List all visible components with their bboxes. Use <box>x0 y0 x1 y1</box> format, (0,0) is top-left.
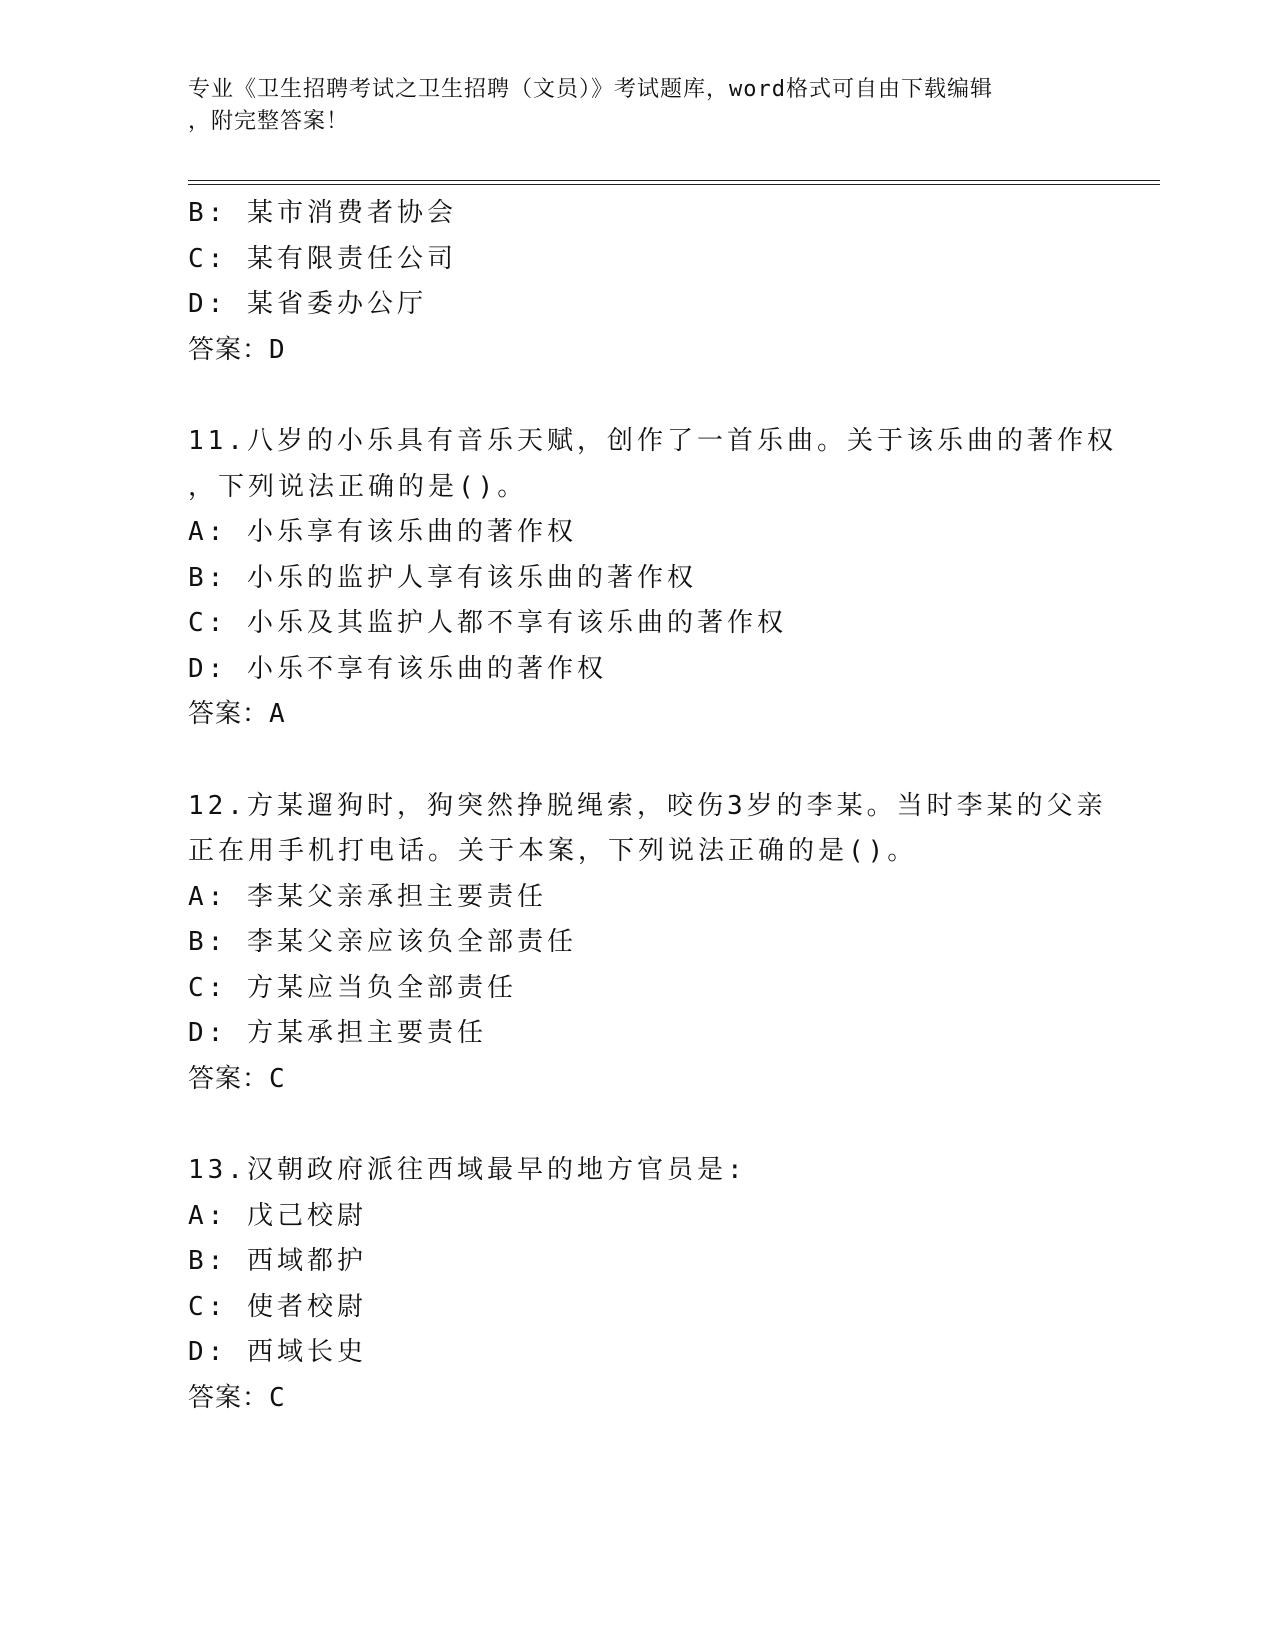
option-a: A: 小乐享有该乐曲的著作权 <box>188 517 577 547</box>
header-divider <box>188 180 1160 185</box>
option-d: D: 小乐不享有该乐曲的著作权 <box>188 653 607 684</box>
answer-label: 答案： <box>188 1063 270 1094</box>
answer-label: 答案： <box>188 334 270 365</box>
question-stem-line: 正在用手机打电话。关于本案，下列说法正确的是()。 <box>188 836 918 866</box>
option-d: D: 西域长史 <box>188 1337 367 1367</box>
page-header <box>188 74 1068 138</box>
header-line-2: ，附完整答案！ <box>188 109 350 134</box>
option-d: D: 某省委办公厅 <box>188 289 427 319</box>
option-a: A: 戊己校尉 <box>188 1200 367 1231</box>
spacer <box>188 1102 1088 1148</box>
document-body <box>188 191 1117 1421</box>
question-stem-line: 13.汉朝政府派往西域最早的地方官员是: <box>188 1155 747 1185</box>
question-fragment <box>188 191 1088 373</box>
answer-value: C <box>269 1382 286 1413</box>
answer-value: C <box>269 1063 286 1094</box>
answer-line <box>188 1057 1088 1103</box>
answer-label: 答案： <box>188 1382 270 1413</box>
option-c: C: 方某应当负全部责任 <box>188 972 517 1003</box>
option-c: C: 使者校尉 <box>188 1291 367 1322</box>
option-c: C: 某有限责任公司 <box>188 243 457 274</box>
option-b: B: 西域都护 <box>188 1246 367 1276</box>
question-stem-line: ，下列说法正确的是()。 <box>188 471 528 502</box>
answer-line <box>188 1376 1088 1422</box>
spacer <box>188 373 1088 419</box>
option-d: D: 方某承担主要责任 <box>188 1018 487 1048</box>
answer-value: D <box>269 334 286 365</box>
question-13 <box>188 1148 1088 1421</box>
question-stem-line: 12.方某遛狗时，狗突然挣脱绳索，咬伤3岁的李某。当时李某的父亲 <box>188 790 1107 821</box>
question-stem-line: 11.八岁的小乐具有音乐天赋，创作了一首乐曲。关于该乐曲的著作权 <box>188 426 1117 456</box>
question-12 <box>188 784 1107 1103</box>
option-b: B: 某市消费者协会 <box>188 198 457 228</box>
answer-label: 答案： <box>188 699 270 729</box>
question-11 <box>188 419 1117 738</box>
answer-line <box>188 692 1088 738</box>
option-b: B: 小乐的监护人享有该乐曲的著作权 <box>188 562 697 593</box>
answer-line <box>188 328 1088 374</box>
option-a: A: 李某父亲承担主要责任 <box>188 881 547 912</box>
option-c: C: 小乐及其监护人都不享有该乐曲的著作权 <box>188 608 787 638</box>
header-line-1: 专业《卫生招聘考试之卫生招聘（文员）》考试题库，word格式可自由下载编辑 <box>188 77 993 102</box>
spacer <box>188 738 1088 784</box>
answer-value: A <box>269 699 286 729</box>
option-b: B: 李某父亲应该负全部责任 <box>188 927 577 957</box>
